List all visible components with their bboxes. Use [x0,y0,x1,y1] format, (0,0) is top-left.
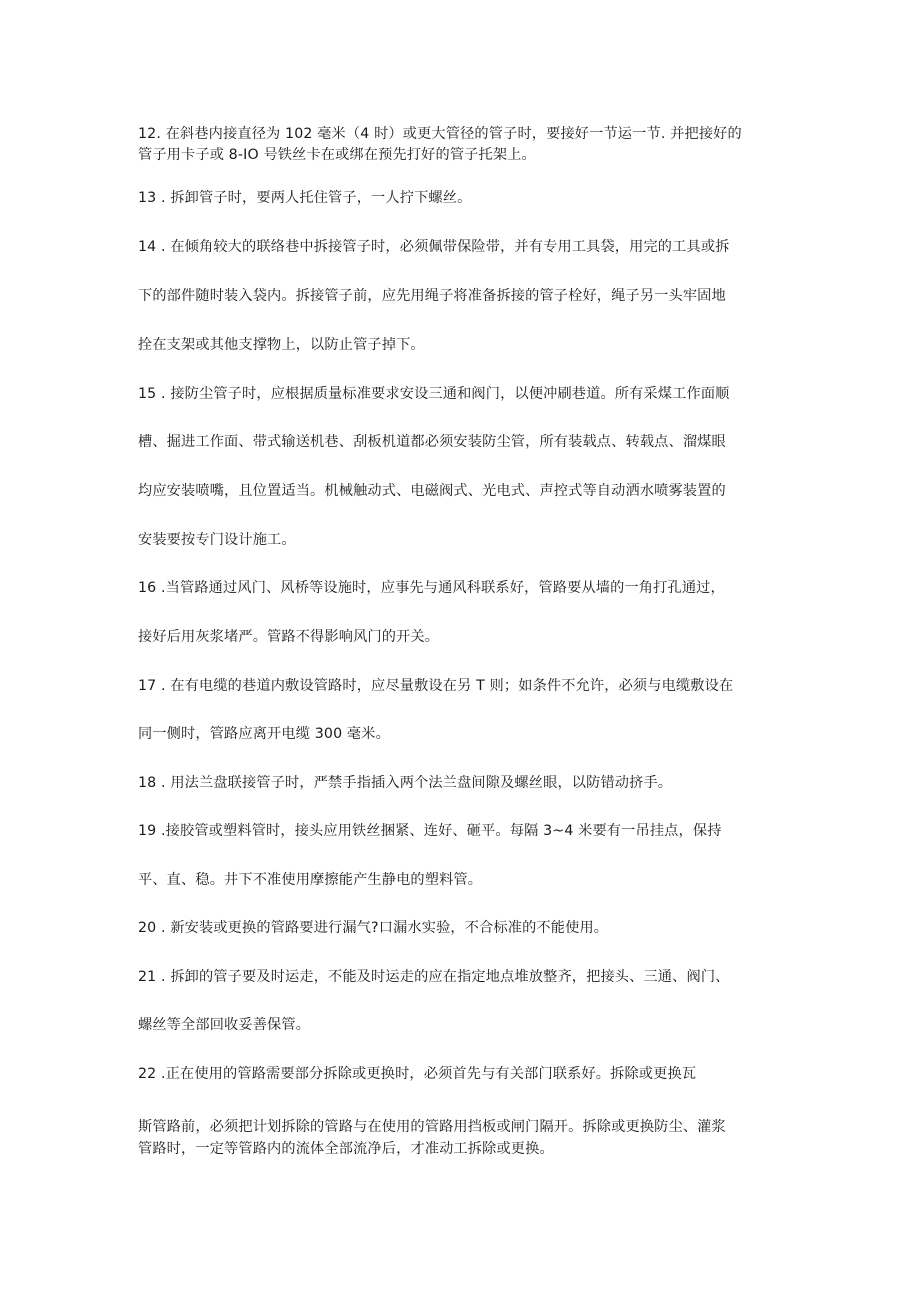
item-20-line-1: 20 . 新安装或更换的管路要进行漏气?口漏水实验，不合标准的不能使用。 [138,920,609,936]
item-22-line-2: 斯管路前，必须把计划拆除的管路与在使用的管路用挡板或闸门隔开。拆除或更换防尘、灌浆 [138,1119,726,1135]
item-12-line-2: 管子用卡子或 8-IO 号铁丝卡在或绑在预先打好的管子托架上。 [138,147,536,163]
item-15-line-4: 安装要按专门设计施工。 [138,532,296,548]
item-15-line-3: 均应安装喷嘴，且位置适当。机械触动式、电磁阀式、光电式、声控式等自动洒水喷雾装置的 [138,483,726,499]
item-15-line-2: 槽、掘进工作面、带式输送机巷、刮板机道都必须安装防尘管，所有装载点、转载点、溜煤眼 [138,434,726,450]
item-22-line-3: 管路时，一定等管路内的流体全部流净后，才准动工拆除或更换。 [138,1141,554,1157]
item-14-line-3: 拴在支架或其他支撑物上，以防止管子掉下。 [138,337,425,353]
item-13-line-1: 13 . 拆卸管子时，要两人托住管子，一人拧下螺丝。 [138,190,472,206]
item-19-line-1: 19 .接胶管或塑料管时，接头应用铁丝捆紧、连好、砸平。每隔 3~4 米要有一吊挂点，保持 [138,823,722,839]
item-19-line-2: 平、直、稳。井下不准使用摩擦能产生静电的塑料管。 [138,872,483,888]
item-17-line-1: 17 . 在有电缆的巷道内敷设管路时，应尽量敷设在另 T 则；如条件不允许，必须与电缆敷设在 [138,678,734,694]
item-14-line-1: 14 . 在倾角较大的联络巷中拆接管子时，必须佩带保险带，并有专用工具袋，用完的工具或拆 [138,239,730,255]
item-21-line-2: 螺丝等全部回收妥善保管。 [138,1017,311,1033]
item-22-line-1: 22 .正在使用的管路需要部分拆除或更换时，必须首先与有关部门联系好。拆除或更换瓦 [138,1066,697,1082]
item-16-line-1: 16 .当管路通过风门、风桥等设施时，应事先与通风科联系好，管路要从墙的一角打孔通过， [138,580,725,596]
item-18-line-1: 18 . 用法兰盘联接管子时，严禁手指插入两个法兰盘间隙及螺丝眼，以防错动挤手。 [138,775,673,791]
item-16-line-2: 接好后用灰浆堵严。管路不得影响风门的开关。 [138,629,440,645]
item-12-line-1: 12. 在斜巷内接直径为 102 毫米（4 时）或更大管径的管子时，要接好一节运一节. 并把接好的 [138,126,742,142]
item-15-line-1: 15 . 接防尘管子时，应根据质量标准要求安设三通和阀门，以便冲刷巷道。所有采煤工作面顺 [138,386,730,402]
item-17-line-2: 同一侧时，管路应离开电缆 300 毫米。 [138,726,390,742]
item-21-line-1: 21 . 拆卸的管子要及时运走，不能及时运走的应在指定地点堆放整齐，把接头、三通、阀门、 [138,969,730,985]
item-14-line-2: 下的部件随时装入袋内。拆接管子前，应先用绳子将准备拆接的管子栓好，绳子另一头牢固地 [138,288,726,304]
